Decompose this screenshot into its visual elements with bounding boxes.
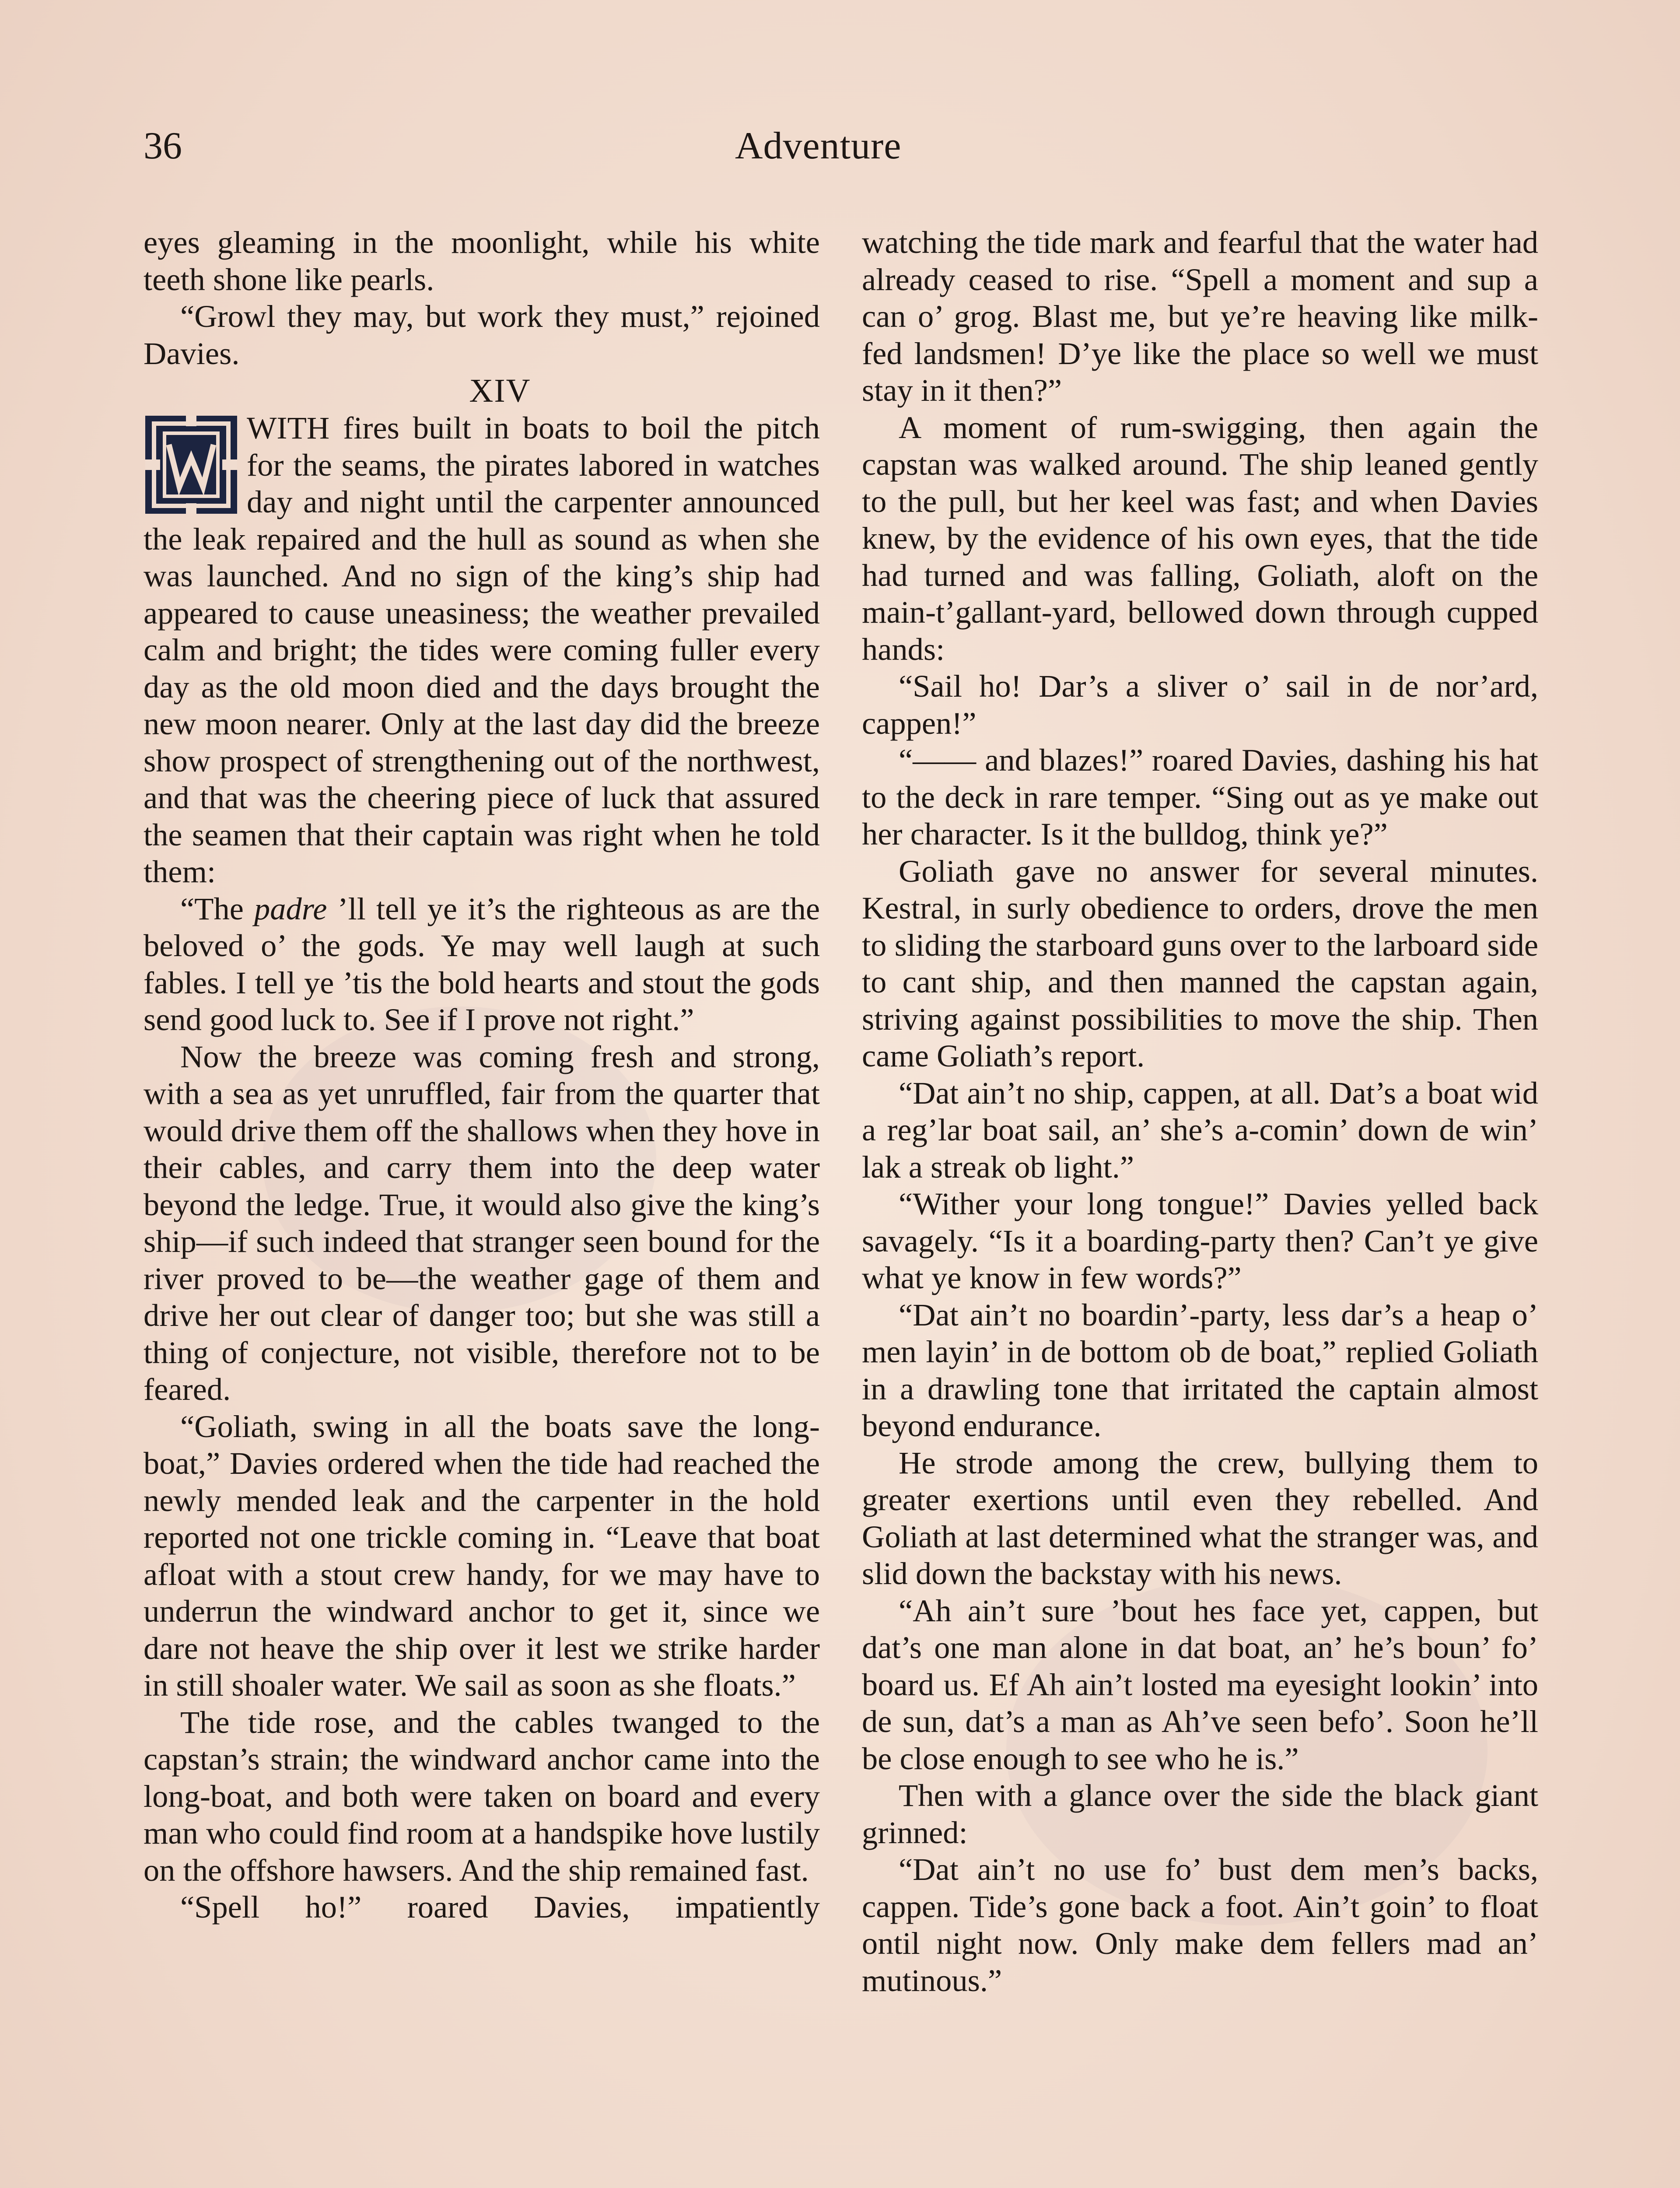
running-head: Adventure [735,125,902,167]
paragraph [144,891,820,1038]
paragraph: He strode among the crew, bullying them to greater exertions until even they rebelled. And Goliath at last determined what the stranger was, and slid down the backstay with his news. [862,1445,1538,1591]
drop-cap-ornament [144,414,239,515]
paragraph: Then with a glance over the side the black giant grinned: [862,1778,1538,1850]
right-column [862,224,1538,1999]
chapter-heading: XIV [469,372,531,409]
paragraph: The tide rose, and the cables twanged to the capstan’s strain; the windward anchor came into the long-boat, and both were taken on board and every man who could find room at a handspike hove lustily on the offshore hawsers. And the ship remained fast. [144,1704,820,1888]
paragraph: “—— and blazes!” roared Davies, dashing his hat to the deck in rare temper. “Sing out as ye make out her character. Is it the bulldog, think ye?” [862,742,1538,852]
paragraph-text: WITH fires built in boats to boil the pitch for the seams, the pirates labored in watches day and night until the carpenter announced the leak repaired and the hull as sound as when she was launched. And no sign of the king’s ship had appeared to cause uneasiness; the weather prevailed calm and bright; the tides were coming fuller every day as the old moon died and the days brought the new moon nearer. Only at the last day did the breeze show prospect of strengthening out of the northwest, and that was the cheering piece of luck that assured the seamen that their captain was right when he told them: [144,410,820,889]
left-column [144,224,820,1926]
paragraph: “Dat ain’t no boardin’-party, less dar’s a heap o’ men layin’ in de bottom ob de boat,” replied Goliath in a drawling tone that irritated the captain almost beyond endurance. [862,1297,1538,1443]
text-run: ’ll tell ye it’s the righteous as are the beloved o’ the gods. Ye may well laugh at such fables. I tell ye ’tis the bold hearts and stout the gods send good luck to. See if I prove not right.” [144,891,820,1037]
text-run: “The [180,891,254,926]
paragraph: “Spell ho!” roared Davies, impatiently [180,1889,820,1925]
paragraph: watching the tide mark and fearful that the water had already ceased to rise. “Spell a moment and sup a can o’ grog. Blast me, but ye’re heaving like milk-fed landsmen! D’ye like the place so well we must stay in it then?” [862,224,1538,408]
paragraph: “Dat ain’t no use fo’ bust dem men’s backs, cappen. Tide’s gone back a foot. Ain’t goin’ to float ontil night now. Only make dem fellers mad an’ mutinous.” [862,1851,1538,1998]
paragraph: A moment of rum-swigging, then again the capstan was walked around. The ship leaned gently to the pull, but her keel was fast; and when Davies knew, by the evidence of his own eyes, that the tide had turned and was falling, Goliath, aloft on the main-t’gallant-yard, bellowed down through cupped hands: [862,409,1538,667]
paragraph: “Dat ain’t no ship, cappen, at all. Dat’s a boat wid a reg’lar boat sail, an’ she’s a-comin’ down de win’ lak a streak ob light.” [862,1075,1538,1185]
paragraph: “Ah ain’t sure ’bout hes face yet, cappen, but dat’s one man alone in dat boat, an’ he’s boun’ fo’ board us. Ef Ah ain’t losted ma eyesight lookin’ into de sun, dat’s a man as Ah’ve seen befo’. Soon he’ll be close enough to see who he is.” [862,1592,1538,1776]
paragraph: eyes gleaming in the moonlight, while his white teeth shone like pearls. [144,224,820,297]
paragraph: “Goliath, swing in all the boats save the long-boat,” Davies ordered when the tide had reached the newly mended leak and the carpenter in the hold reported not one trickle coming in. “Leave that boat afloat with a stout crew handy, for we may have to underrun the windward anchor to get it, since we dare not heave the ship over it lest we strike harder in still shoaler water. We sail as soon as she floats.” [144,1408,820,1703]
paragraph: “Growl they may, but work they must,” rejoined Davies. [144,298,820,371]
paragraph: “Wither your long tongue!” Davies yelled back savagely. “Is it a boarding-party then? Can’t ye give what ye know in few words?” [862,1186,1538,1295]
italic-word: padre [254,891,327,926]
page-number: 36 [144,125,182,167]
paragraph: Goliath gave no answer for several minutes. Kestral, in surly obedience to orders, drove the men to sliding the starboard guns over to the larboard side to cant ship, and then manned the capstan again, striving against possibilities to move the ship. Then came Goliath’s report. [862,853,1538,1073]
paragraph: “Sail ho! Dar’s a sliver o’ sail in de nor’ard, cappen!” [862,668,1538,741]
paragraph: Now the breeze was coming fresh and strong, with a sea as yet unruffled, fair from the quarter that would drive them off the shallows when they hove in their cables, and carry them into the deep water beyond the ledge. True, it would also give the king’s ship—if such indeed that stranger seen bound for the river proved to be—the weather gage of them and drive her out clear of danger too; but she was still a thing of conjecture, not visible, therefore not to be feared. [144,1038,820,1407]
chapter-opening-paragraph [144,410,820,891]
